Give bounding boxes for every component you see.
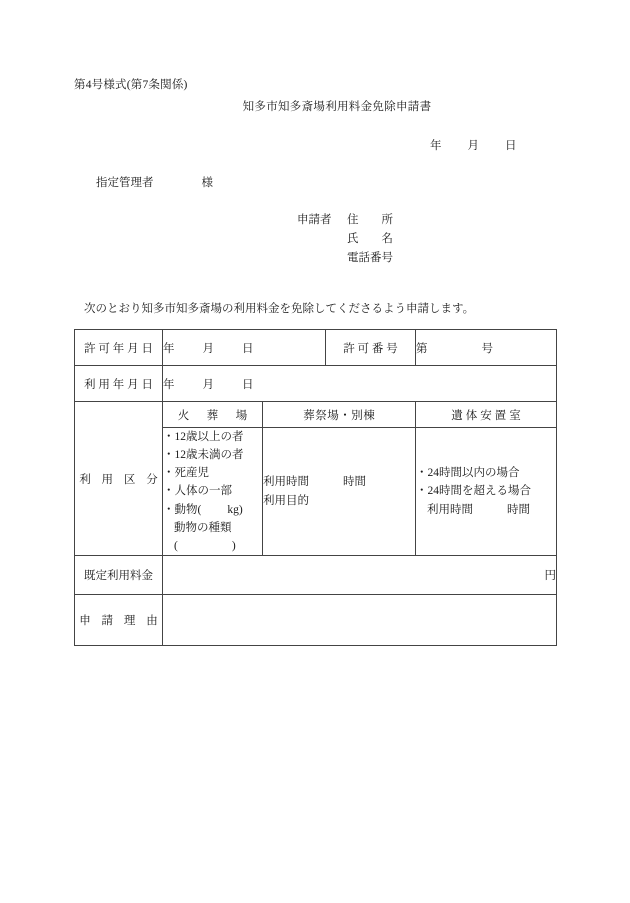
- use-date-month-label: 月: [202, 378, 214, 391]
- applicant-phone-label: 電話番号: [347, 252, 393, 264]
- option-age-under-12[interactable]: ・ 12歳未満の者: [163, 446, 262, 464]
- permit-date-year-label: 年: [163, 342, 175, 355]
- intro-sentence: 次のとおり知多市知多斎場の利用料金を免除してくださるよう申請します。: [84, 303, 475, 315]
- applicant-name-label: 氏 名: [347, 233, 393, 245]
- fee-label: 既定利用料金: [75, 556, 163, 595]
- fee-unit: 円: [544, 570, 556, 583]
- permit-number-label: 許 可 番 号: [326, 330, 416, 366]
- table-row-permit-date: [75, 330, 557, 366]
- date-day-label: 日: [505, 140, 517, 152]
- use-class-label: 利 用 区 分: [75, 402, 163, 556]
- applicant-name-row: [297, 230, 393, 249]
- funeral-hall-use-time-row[interactable]: [263, 473, 415, 491]
- funeral-hall-use-purpose-row[interactable]: 利用目的: [263, 494, 309, 507]
- addressee-label: 指定管理者: [96, 177, 154, 189]
- table-row-reason: [75, 595, 557, 646]
- paren-close: ): [231, 539, 236, 552]
- application-table: [74, 329, 557, 646]
- option-body-part[interactable]: ・ 人体の一部: [163, 482, 262, 500]
- applicant-address-label: 住 所: [347, 214, 393, 226]
- option-over-24-hours[interactable]: ・ 24時間を超える場合: [416, 482, 556, 500]
- use-date-day-label: 日: [242, 378, 254, 391]
- use-date-year-label: 年: [163, 378, 175, 391]
- crematorium-option-list: [163, 428, 262, 555]
- submission-date-line: [430, 137, 517, 153]
- funeral-hall-use-time-unit: 時間: [343, 476, 366, 489]
- applicant-block: [297, 211, 393, 268]
- applicant-address-row: [297, 211, 393, 230]
- table-row-use-date: [75, 366, 557, 402]
- table-row-fee: [75, 556, 557, 595]
- applicant-phone-row: [297, 249, 393, 268]
- funeral-hall-use-time-label: 利用時間: [263, 476, 309, 489]
- permit-number-suffix: 号: [481, 342, 493, 355]
- form-number: 第4号様式(第7条関係): [74, 79, 188, 91]
- fee-value-cell[interactable]: [163, 556, 557, 595]
- option-age-12-over[interactable]: ・ 12歳以上の者: [163, 428, 262, 446]
- option-within-24-hours[interactable]: ・ 24時間以内の場合: [416, 464, 556, 482]
- option-animal-species-blank[interactable]: [163, 537, 262, 555]
- reason-value-cell[interactable]: [163, 595, 557, 646]
- addressee-line: [96, 174, 213, 190]
- paren-open: (: [174, 539, 178, 552]
- applicant-lead-label: 申請者: [297, 214, 332, 226]
- permit-date-value-cell[interactable]: [163, 330, 326, 366]
- use-date-value-cell[interactable]: [163, 366, 557, 402]
- column-header-mortuary: 遺体安置室: [416, 402, 557, 428]
- mortuary-use-time-label: 利用時間: [427, 503, 473, 516]
- permit-date-month-label: 月: [202, 342, 214, 355]
- permit-number-value-cell[interactable]: [416, 330, 557, 366]
- option-animal-prefix: 動物(: [174, 503, 202, 516]
- addressee-honorific: 様: [201, 177, 213, 189]
- table-row-use-class-header: [75, 402, 557, 428]
- mortuary-use-time-unit: 時間: [507, 503, 530, 516]
- mortuary-options-cell[interactable]: [416, 428, 557, 556]
- option-animal[interactable]: [163, 501, 262, 519]
- column-header-crematorium: 火 葬 場: [163, 402, 263, 428]
- mortuary-option-list: [416, 464, 556, 518]
- option-stillborn[interactable]: ・ 死産児: [163, 464, 262, 482]
- permit-date-day-label: 日: [242, 342, 254, 355]
- option-animal-weight-unit: kg): [227, 503, 243, 516]
- date-year-label: 年: [430, 140, 442, 152]
- date-month-label: 月: [467, 140, 479, 152]
- crematorium-options-cell[interactable]: [163, 428, 263, 556]
- permit-number-prefix: 第: [416, 342, 428, 355]
- permit-date-label: 許 可 年 月 日: [75, 330, 163, 366]
- reason-label: 申 請 理 由: [75, 595, 163, 646]
- funeral-hall-field-list: [263, 473, 415, 509]
- option-animal-species-label: 動物の種類: [174, 521, 232, 534]
- column-header-funeral-hall: 葬祭場・別棟: [263, 402, 416, 428]
- use-date-label: 利 用 年 月 日: [75, 366, 163, 402]
- mortuary-use-time-row[interactable]: [416, 501, 556, 519]
- funeral-hall-fields-cell[interactable]: [263, 428, 416, 556]
- page-title: 知多市知多斎場利用料金免除申請書: [242, 101, 432, 113]
